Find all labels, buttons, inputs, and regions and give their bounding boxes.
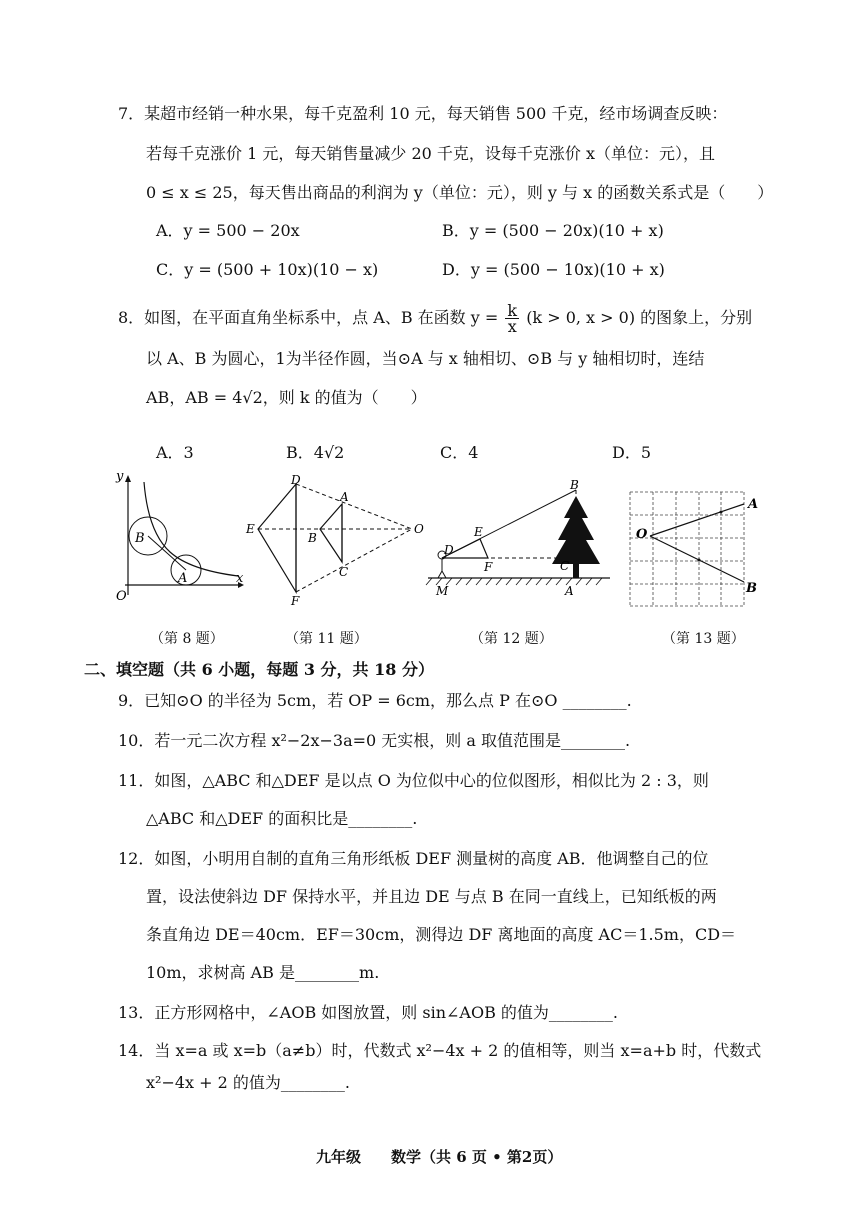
- figure-12: [424, 478, 614, 603]
- q12-line1: 12．如图，小明用自制的直角三角形纸板 DEF 测量树的高度 AB．他调整自己的位: [118, 849, 709, 868]
- q8-option-b: B．4√2: [286, 443, 345, 462]
- fig13-ray-ob: [650, 536, 744, 582]
- q8-fraction-numerator: k: [507, 301, 518, 320]
- fig13-point-on-ob: [698, 559, 701, 562]
- q7-line1: 7．某超市经销一种水果，每千克盈利 10 元，每天销售 500 千克，经市场调查反映：: [118, 104, 728, 123]
- fig12-label-a: A: [565, 584, 574, 598]
- fig13-point-on-oa: [720, 511, 723, 514]
- q12-line3: 条直角边 DE＝40cm．EF＝30cm，测得边 DF 离地面的高度 AC＝1.5m，CD＝: [146, 925, 737, 944]
- fig12-person-leg2: [442, 571, 446, 578]
- section-2-title: 二、填空题（共 6 小题，每题 3 分，共 18 分）: [84, 660, 434, 679]
- q7-option-c: C．y = (500 + 10x)(10 − x): [156, 260, 379, 279]
- fig8-label-a: A: [178, 571, 188, 586]
- q7-option-a: A．y = 500 − 20x: [156, 221, 300, 240]
- fig11-label-a: A: [340, 490, 349, 504]
- fig11-label-f: F: [291, 594, 300, 608]
- fig13-label-a: A: [748, 497, 759, 512]
- fig12-person-leg1: [438, 571, 442, 578]
- fig12-tree: [552, 496, 600, 564]
- fig8-caption: （第 8 题）: [150, 631, 224, 647]
- q12-line4: 10m，求树高 AB 是________m.: [146, 963, 380, 982]
- fig11-label-c: C: [339, 565, 349, 579]
- fig12-label-e: E: [474, 525, 483, 539]
- fig13-caption: （第 13 题）: [662, 631, 745, 647]
- q8-fraction-denominator: x: [507, 317, 517, 336]
- figure-13: [620, 484, 770, 612]
- q8-fraction: [505, 303, 519, 334]
- q8-option-d: D．5: [612, 443, 652, 462]
- q8-line1-post: (k > 0, x > 0) 的图象上，分别: [526, 308, 753, 327]
- fig8-label-x: x: [236, 571, 244, 586]
- q11-line1: 11．如图，△ABC 和△DEF 是以点 O 为位似中心的位似图形，相似比为 2 : 3，则: [118, 771, 709, 790]
- q8-line2: 以 A、B 为圆心，1为半径作圆，当⊙A 与 x 轴相切、⊙B 与 y 轴相切时，连结: [146, 349, 705, 368]
- q8-option-c: C．4: [440, 443, 479, 462]
- fig12-label-c: C: [560, 559, 570, 573]
- q10-text: 10．若一元二次方程 x²−2x−3a=0 无实根，则 a 取值范围是________.: [118, 731, 631, 750]
- fig13-ray-oa: [650, 504, 744, 536]
- fig13-label-o: O: [636, 527, 648, 542]
- fig8-segment-ab: [148, 536, 186, 570]
- figure-11: [238, 474, 428, 609]
- fig12-label-b: B: [570, 478, 579, 492]
- fig13-label-b: B: [746, 581, 757, 596]
- fig12-caption: （第 12 题）: [470, 631, 553, 647]
- fig12-label-m: M: [436, 584, 449, 598]
- q7-option-d: D．y = (500 − 10x)(10 + x): [442, 260, 665, 279]
- fig11-ray-od: [296, 484, 412, 529]
- fig11-label-b: B: [308, 531, 317, 545]
- q8-option-a: A．3: [156, 443, 194, 462]
- fig12-label-d: D: [444, 543, 454, 557]
- q9-text: 9．已知⊙O 的半径为 5cm，若 OP = 6cm，那么点 P 在⊙O ________.: [118, 691, 632, 710]
- fig8-label-y: y: [116, 470, 124, 484]
- fig12-label-f: F: [484, 560, 493, 574]
- fig11-caption: （第 11 题）: [285, 631, 368, 647]
- fig11-label-e: E: [246, 522, 255, 536]
- fig11-label-d: D: [291, 474, 301, 487]
- figure-8: [110, 470, 250, 605]
- q14-line1: 14．当 x=a 或 x=b（a≠b）时，代数式 x²−4x + 2 的值相等，则当 x=a+b 时，代数式: [118, 1041, 762, 1060]
- q7-line2: 若每千克涨价 1 元，每天销售量减少 20 千克，设每千克涨价 x（单位：元），且: [146, 144, 715, 163]
- q8-line3: AB，AB = 4√2，则 k 的值为（ ）: [146, 388, 427, 407]
- q12-line2: 置，设法使斜边 DF 保持水平，并且边 DE 与点 B 在同一直线上，已知纸板的两: [146, 887, 717, 906]
- fig11-label-o: O: [414, 522, 424, 536]
- fig8-label-b: B: [135, 531, 145, 546]
- fig12-tree-trunk: [573, 564, 579, 578]
- q11-line2: △ABC 和△DEF 的面积比是________.: [146, 809, 418, 828]
- q13-text: 13．正方形网格中，∠AOB 如图放置，则 sin∠AOB 的值为________.: [118, 1003, 619, 1022]
- fig12-ground-hatching: [426, 578, 602, 585]
- fig8-y-arrow: [125, 475, 131, 482]
- fig11-triangle-abc: [320, 504, 342, 562]
- fig11-triangle-def: [258, 484, 296, 592]
- q8-line1: [118, 303, 752, 334]
- q14-line2: x²−4x + 2 的值为________.: [146, 1073, 350, 1092]
- fig8-hyperbola: [144, 482, 238, 576]
- page-footer: 九年级 数学（共 6 页 • 第2页）: [316, 1148, 563, 1166]
- q8-line1-pre: 8．如图，在平面直角坐标系中，点 A、B 在函数 y =: [118, 308, 499, 327]
- fig8-label-o: O: [116, 589, 127, 604]
- fig13-grid: [630, 492, 744, 606]
- q7-line3: 0 ≤ x ≤ 25，每天售出商品的利润为 y（单位：元），则 y 与 x 的函数关系式是（ ）: [146, 183, 774, 202]
- q7-option-b: B．y = (500 − 20x)(10 + x): [442, 221, 664, 240]
